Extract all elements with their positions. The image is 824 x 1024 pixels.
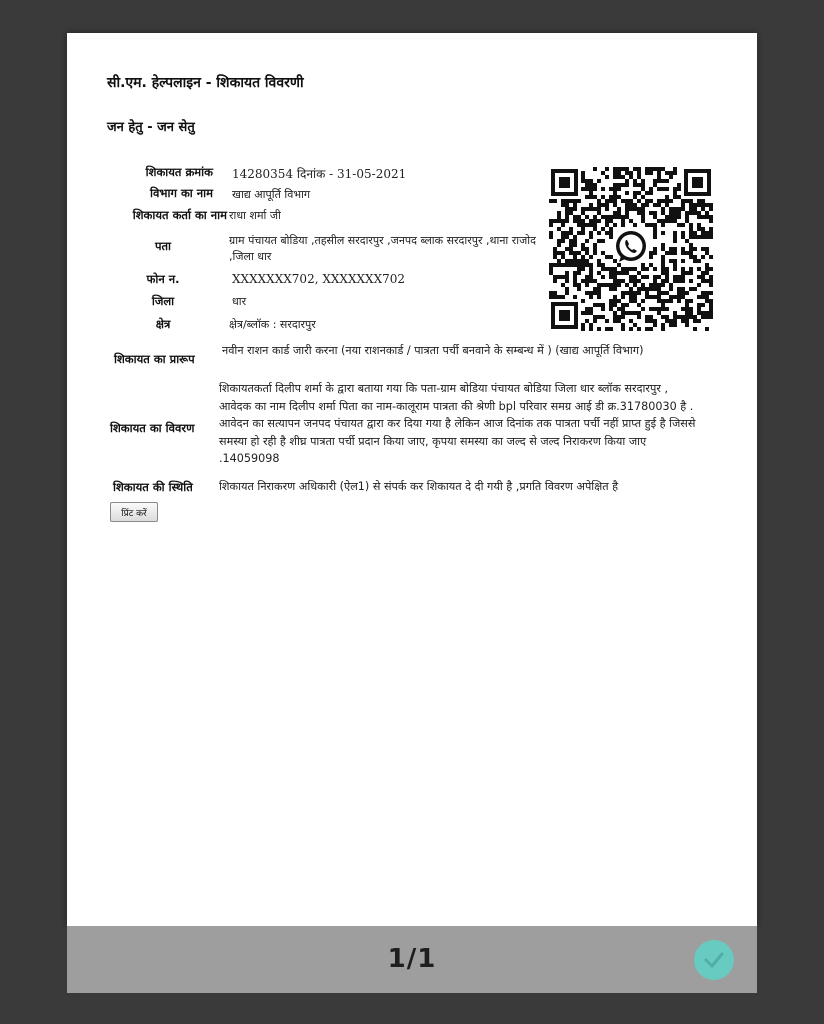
qr-finder-bottom-left bbox=[551, 302, 578, 329]
department-label: विभाग का नाम bbox=[150, 186, 213, 200]
print-button[interactable]: प्रिंट करें bbox=[110, 502, 158, 522]
page-counter: 1/1 bbox=[387, 944, 437, 974]
document-subtitle: जन हेतु - जन सेतु bbox=[107, 120, 195, 135]
status-value: शिकायत निराकरण अधिकारी (ऐल1) से संपर्क कर शिकायत दे दी गयी है ,प्रगति विवरण अपेक्षित है bbox=[219, 480, 619, 493]
area-label: क्षेत्र bbox=[155, 317, 171, 331]
format-label: शिकायत का प्रारूप bbox=[114, 352, 195, 366]
complaint-no-label: शिकायत क्रमांक bbox=[145, 165, 213, 179]
checkmark-icon bbox=[702, 948, 726, 972]
area-value: क्षेत्र/ब्लॉक : सरदारपुर bbox=[229, 318, 316, 331]
complaint-no-value: 14280354 दिनांक - 31-05-2021 bbox=[232, 167, 407, 181]
details-label: शिकायत का विवरण bbox=[110, 421, 195, 435]
phone-label: फोन न. bbox=[146, 272, 180, 286]
format-value: नवीन राशन कार्ड जारी करना (नया राशनकार्ड / पात्रता पर्ची बनवाने के सम्बन्ध में ) (खाद्य आपूर्ति विभाग) bbox=[222, 344, 644, 357]
district-value: धार bbox=[232, 295, 247, 308]
department-value: खाद्य आपूर्ति विभाग bbox=[232, 188, 311, 201]
status-label: शिकायत की स्थिति bbox=[113, 480, 193, 494]
phone-value: XXXXXXX702, XXXXXXX702 bbox=[232, 272, 406, 286]
address-label: पता bbox=[154, 239, 172, 253]
qr-finder-top-right bbox=[684, 169, 711, 196]
qr-finder-top-left bbox=[551, 169, 578, 196]
complainant-value: राधा शर्मा जी bbox=[229, 209, 281, 222]
viewer-footer bbox=[67, 926, 757, 993]
complainant-label: शिकायत कर्ता का नाम bbox=[132, 208, 227, 222]
qr-code bbox=[549, 167, 713, 331]
document-page bbox=[67, 33, 757, 926]
document-title: सी.एम. हेल्पलाइन - शिकायत विवरणी bbox=[107, 75, 304, 91]
district-label: जिला bbox=[151, 294, 175, 308]
address-value: ग्राम पंचायत बोडिया ,तहसील सरदारपुर ,जनपद ब्लाक सरदारपुर ,थाना राजोद ,जिला धार bbox=[229, 234, 536, 263]
whatsapp-icon bbox=[612, 227, 650, 265]
details-value: शिकायतकर्ता दिलीप शर्मा के द्वारा बताया गया कि पता-ग्राम बोडिया पंचायत बोडिया जिला धार ब्लॉक सरदारपुर , आवेदक का नाम दिलीप शर्मा पिता का नाम-कालूराम पात्रता की श्रेणी bpl परिवार समग्र आई डी क्र.31780030 है . आवेदन का सत्यापन जनपद पंचायत द्वारा कर दिया गया है लेकिन आज दिनांक तक पात्रता पर्ची नहीं प्राप्त हुई है जिससे समस्या हो रही है शीघ्र पात्रता पर्ची प्रदान किया जाए, कृपया समस्या का जल्द से जल्द निराकरण किया जाए .14059098 bbox=[219, 382, 696, 465]
confirm-button[interactable] bbox=[694, 940, 734, 980]
